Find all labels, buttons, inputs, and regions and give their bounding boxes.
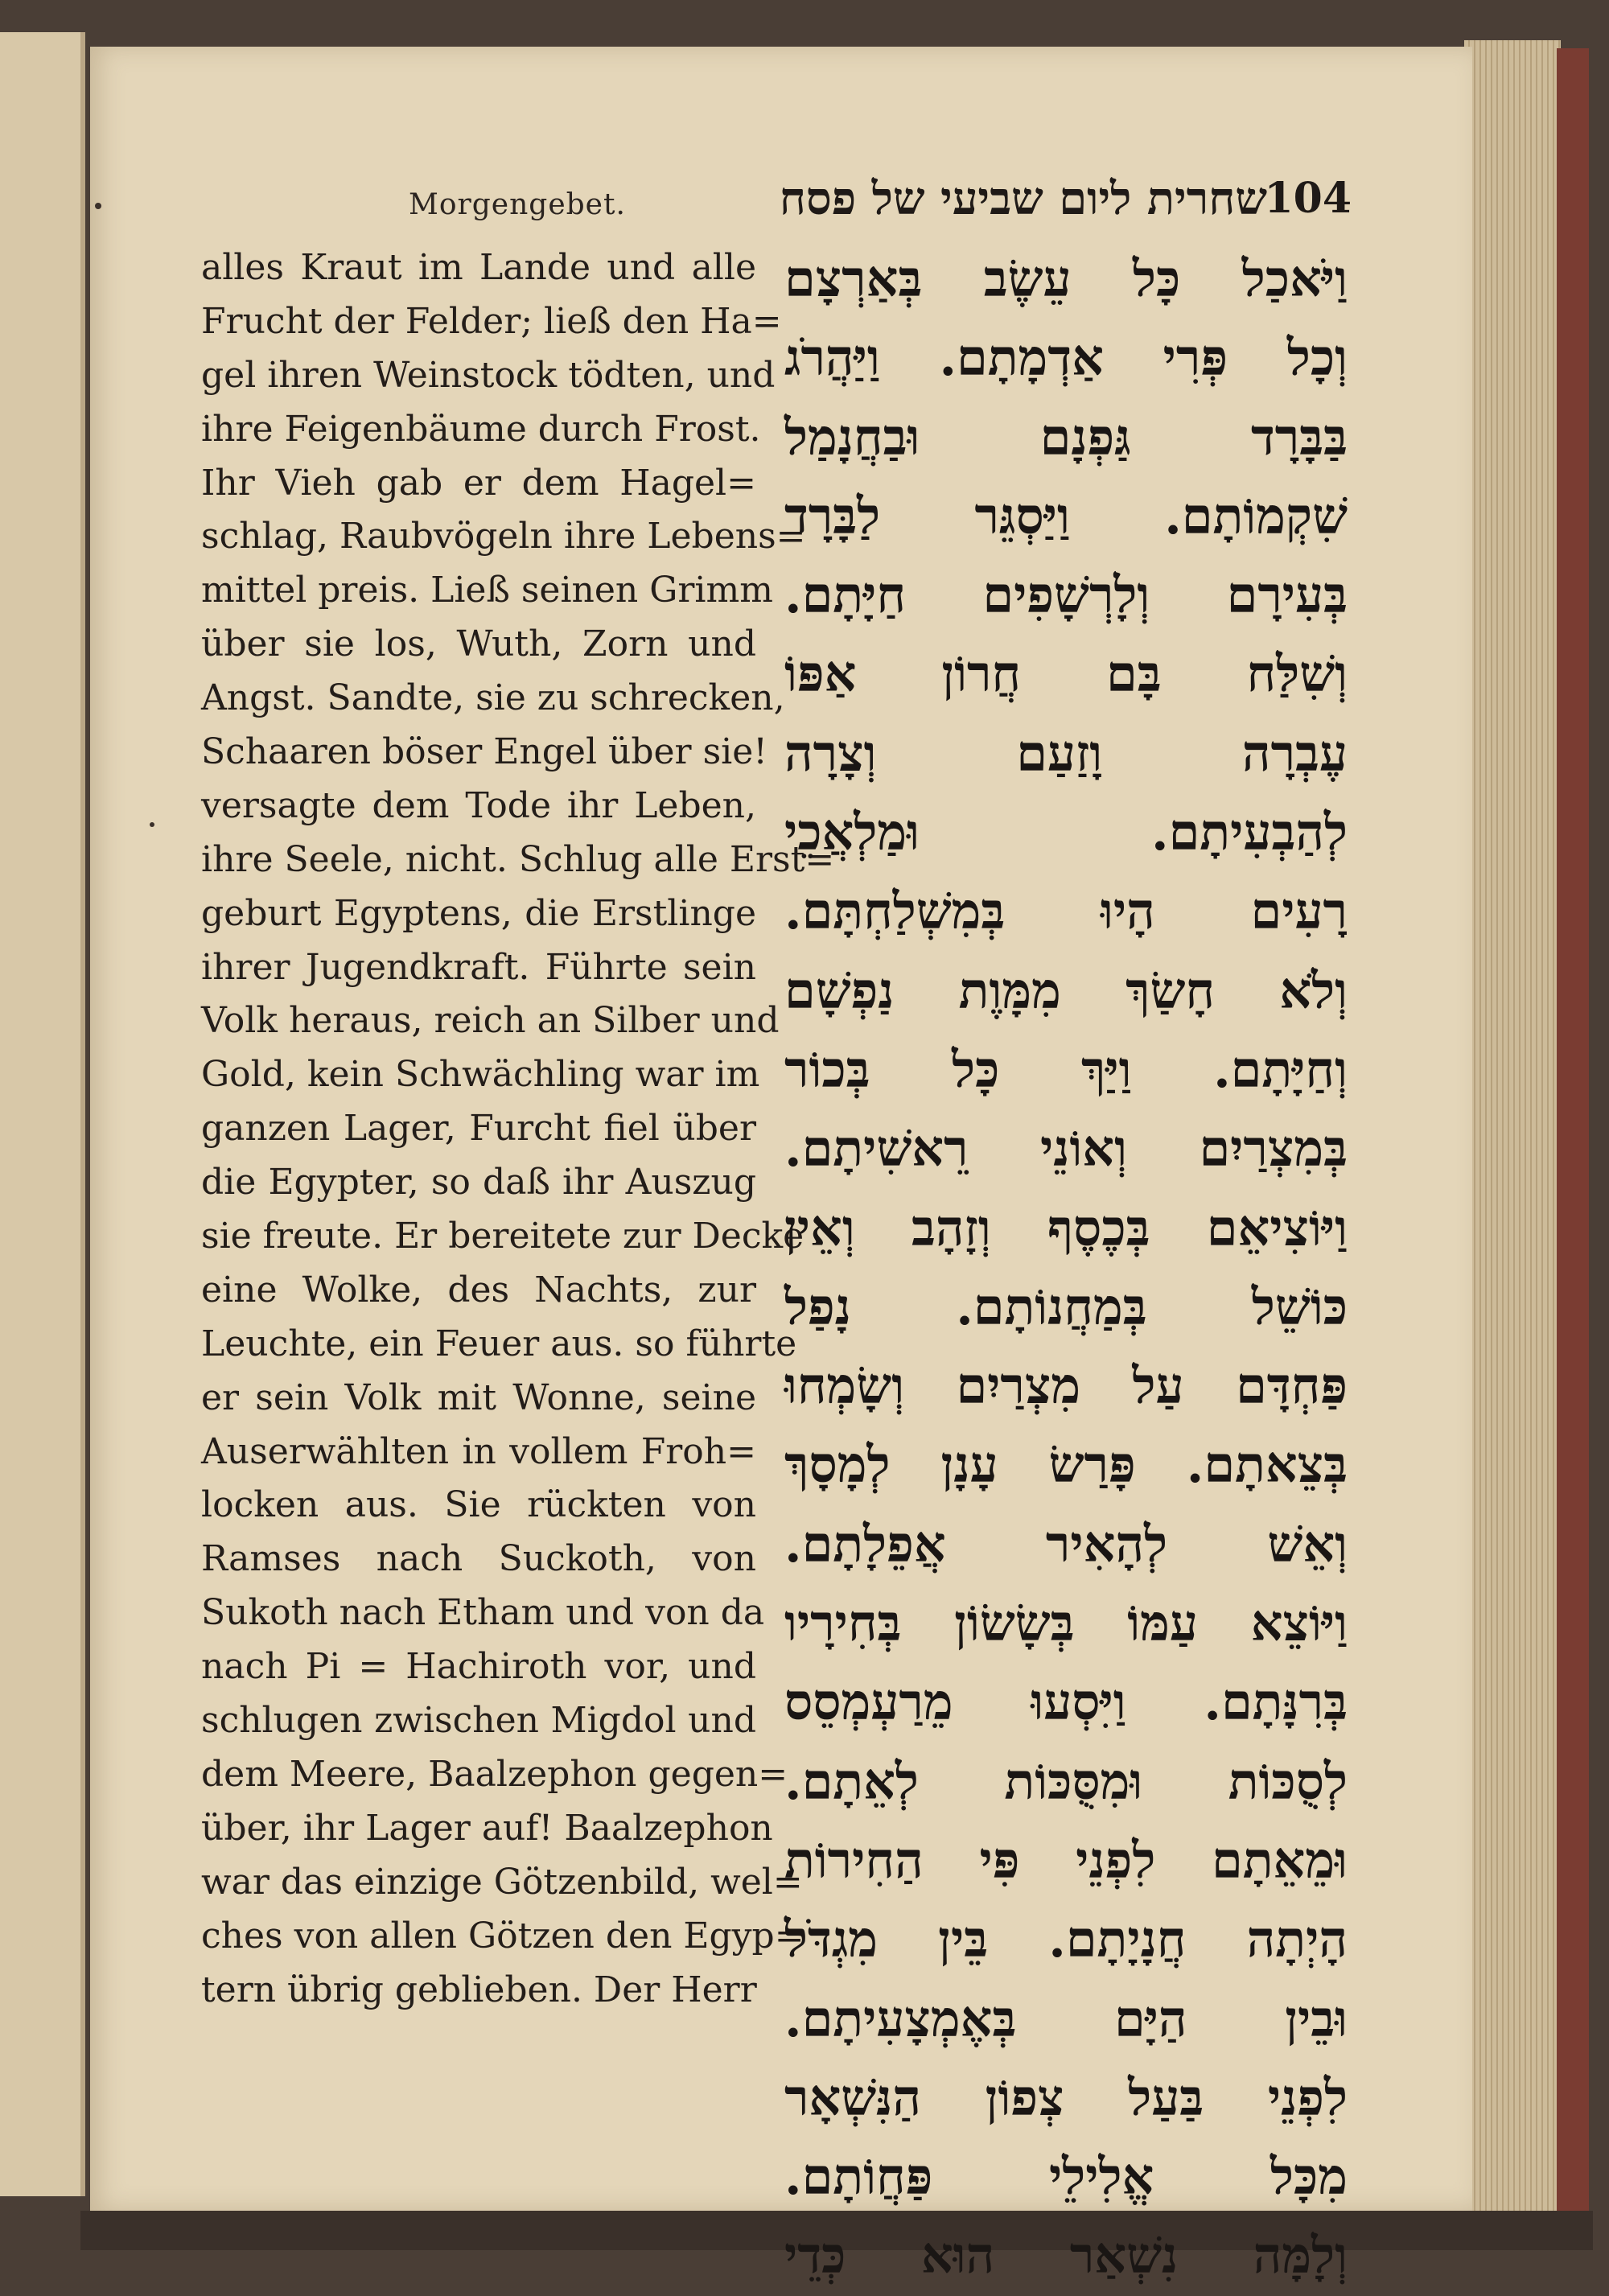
german-line: schlag, Raubvögeln ihre Lebens= xyxy=(201,516,806,558)
hebrew-line: וּמֵאֵתָם לִפְנֵי פִּי הַחִירוֹת xyxy=(784,1830,1348,1890)
hebrew-line: וְחַיָּתָם. וַיַּךְ כָּל בְּכוֹר xyxy=(784,1039,1348,1099)
german-line: ihre Feigenbäume durch Frost. xyxy=(201,408,761,450)
german-line: Angst. Sandte, sie zu schrecken, xyxy=(201,677,785,719)
hebrew-line: וַיּוֹצֵא עַמּוֹ בְּשָׂשׂוֹן בְּחִירָיו xyxy=(784,1594,1348,1653)
german-line: geburt Egyptens, die Erstlinge xyxy=(201,892,756,934)
german-line: schlugen zwischen Migdol und xyxy=(201,1700,756,1742)
hebrew-text-column xyxy=(784,240,1348,2296)
hebrew-line: פַּחְדָּם עַל מִצְרַיִם וְשָׂמְחוּ xyxy=(784,1356,1348,1416)
hebrew-line: וְכָל פְּרִי אַדְמָתָם. וַיַּהֲרֹג xyxy=(784,328,1348,388)
german-running-title: Morgengebet. xyxy=(409,188,626,221)
ink-speck xyxy=(95,203,101,209)
hebrew-line: בְּרִנָּתָם. וַיִּסְעוּ מֵרַעְמְסֵס xyxy=(784,1673,1348,1732)
german-line: gel ihren Weinstock tödten, und xyxy=(201,354,776,396)
hebrew-line: וַיֹּאכַל כָּל עֵשֶׂב בְּאַרְצָם xyxy=(784,249,1348,308)
german-line: locken aus. Sie rückten von xyxy=(201,1484,756,1526)
hebrew-line: רָעִים הָיוּ בְּמִשְׁלַחְתָּם. xyxy=(784,882,1348,941)
german-line: ihrer Jugendkraft. Führte sein xyxy=(201,946,756,988)
german-line: nach Pi = Hachiroth vor, und xyxy=(201,1646,756,1688)
page-number: 104 xyxy=(1264,174,1352,223)
german-line: tern übrig geblieben. Der Herr xyxy=(201,1969,757,2010)
hebrew-line: לִפְנֵי בַּעַל צְפוֹן הַנִּשְׁאָר xyxy=(784,2068,1348,2127)
hebrew-line: וְשִׁלַּח בָּם חֲרוֹן אַפּוֹ xyxy=(784,644,1348,704)
hebrew-line: לְהַבְעִיתָם. וּמַלְאֲכֵי xyxy=(784,803,1348,862)
german-line: Ihr Vieh gab er dem Hagel= xyxy=(201,462,756,504)
german-line: Frucht der Felder; ließ den Ha= xyxy=(201,300,782,342)
german-line: mittel preis. Ließ seinen Grimm xyxy=(201,570,773,611)
facing-page-edge xyxy=(0,32,85,2196)
german-line: ches von allen Götzen den Egyp= xyxy=(201,1915,804,1957)
hebrew-line: בְּעִירָם וְלָרְשָׁפִים חַיָּתָם. xyxy=(784,566,1348,625)
running-head xyxy=(193,169,1352,241)
hebrew-line: וְלֹא חָשַׂךְ מִמָּוֶת נַפְשָׁם xyxy=(784,961,1348,1020)
hebrew-line: בְּמִצְרַיִם וְאוֹנֵי רֵאשִׁיתָם. xyxy=(784,1119,1348,1179)
hebrew-line: עֶבְרָה וָזַעַם וְצָרָה xyxy=(784,723,1348,783)
german-text-column xyxy=(201,241,835,2017)
hebrew-line: שִׁקְמוֹתָם. וַיַּסְגֵּר לַבָּרָד xyxy=(784,486,1348,545)
german-line: sie freute. Er bereitete zur Decke xyxy=(201,1216,804,1257)
german-line: Auserwählten in vollem Froh= xyxy=(201,1430,756,1472)
german-line: Leuchte, ein Feuer aus. so führte xyxy=(201,1323,797,1364)
hebrew-line: לְסֻכּוֹת וּמִסֻּכּוֹת לְאֵתָם. xyxy=(784,1751,1348,1811)
german-line: dem Meere, Baalzephon gegen= xyxy=(201,1753,788,1795)
page-stack-edge xyxy=(1464,40,1561,2212)
book-cover-edge xyxy=(1557,48,1589,2212)
german-line: Gold, kein Schwächling war im xyxy=(201,1054,760,1096)
german-line: Ramses nach Suckoth, von xyxy=(201,1538,756,1580)
german-line: versagte dem Tode ihr Leben, xyxy=(201,784,756,826)
german-line: die Egypter, so daß ihr Auszug xyxy=(201,1162,756,1204)
hebrew-line: הָיְתָה חֲנָיָתָם. בֵּין מִגְדֹּל xyxy=(784,1910,1348,1969)
german-line: ganzen Lager, Furcht fiel über xyxy=(201,1108,756,1150)
hebrew-line: וְלָמָּה נִשְׁאַר הוּא כְּדֵי xyxy=(784,2226,1348,2286)
german-line: über, ihr Lager auf! Baalzephon xyxy=(201,1807,773,1849)
german-line: über sie los, Wuth, Zorn und xyxy=(201,623,756,665)
hebrew-line: כּוֹשֵׁל בְּמַחֲנוֹתָם. נָפַל xyxy=(784,1277,1348,1336)
german-line: Sukoth nach Etham und von da xyxy=(201,1592,765,1634)
hebrew-line: וּבֵין הַיָּם בְּאֶמְצָעִיתָם. xyxy=(784,1989,1348,2048)
german-line: eine Wolke, des Nachts, zur xyxy=(201,1269,756,1311)
ink-speck xyxy=(150,822,154,827)
hebrew-line: בְּצֵאתָם. פָּרַשׂ עָנָן לְמָסָךְ xyxy=(784,1435,1348,1495)
german-line: war das einzige Götzenbild, wel= xyxy=(201,1861,803,1903)
german-line: Volk heraus, reich an Silber und xyxy=(201,1000,780,1042)
german-line: Schaaren böser Engel über sie! xyxy=(201,731,767,773)
hebrew-line: בַּבָּרָד גַּפְנָם וּבַחֲנָמַל xyxy=(784,407,1348,467)
german-line: alles Kraut im Lande und alle xyxy=(201,247,756,288)
german-line: er sein Volk mit Wonne, seine xyxy=(201,1376,756,1418)
hebrew-line: וְאֵשׁ לְהָאִיר אֲפֵלָתָם. xyxy=(784,1514,1348,1574)
hebrew-line: מִכָּל אֱלִילֵי פַּחֲוֹתָם. xyxy=(784,2147,1348,2207)
german-line: ihre Seele, nicht. Schlug alle Erst= xyxy=(201,838,835,880)
hebrew-running-title: שחרית ליום שביעי של פסח xyxy=(779,172,1267,225)
hebrew-line: וַיּוֹצִיאֵם בְּכֶסֶף וְזָהָב וְאֵין xyxy=(784,1198,1348,1257)
